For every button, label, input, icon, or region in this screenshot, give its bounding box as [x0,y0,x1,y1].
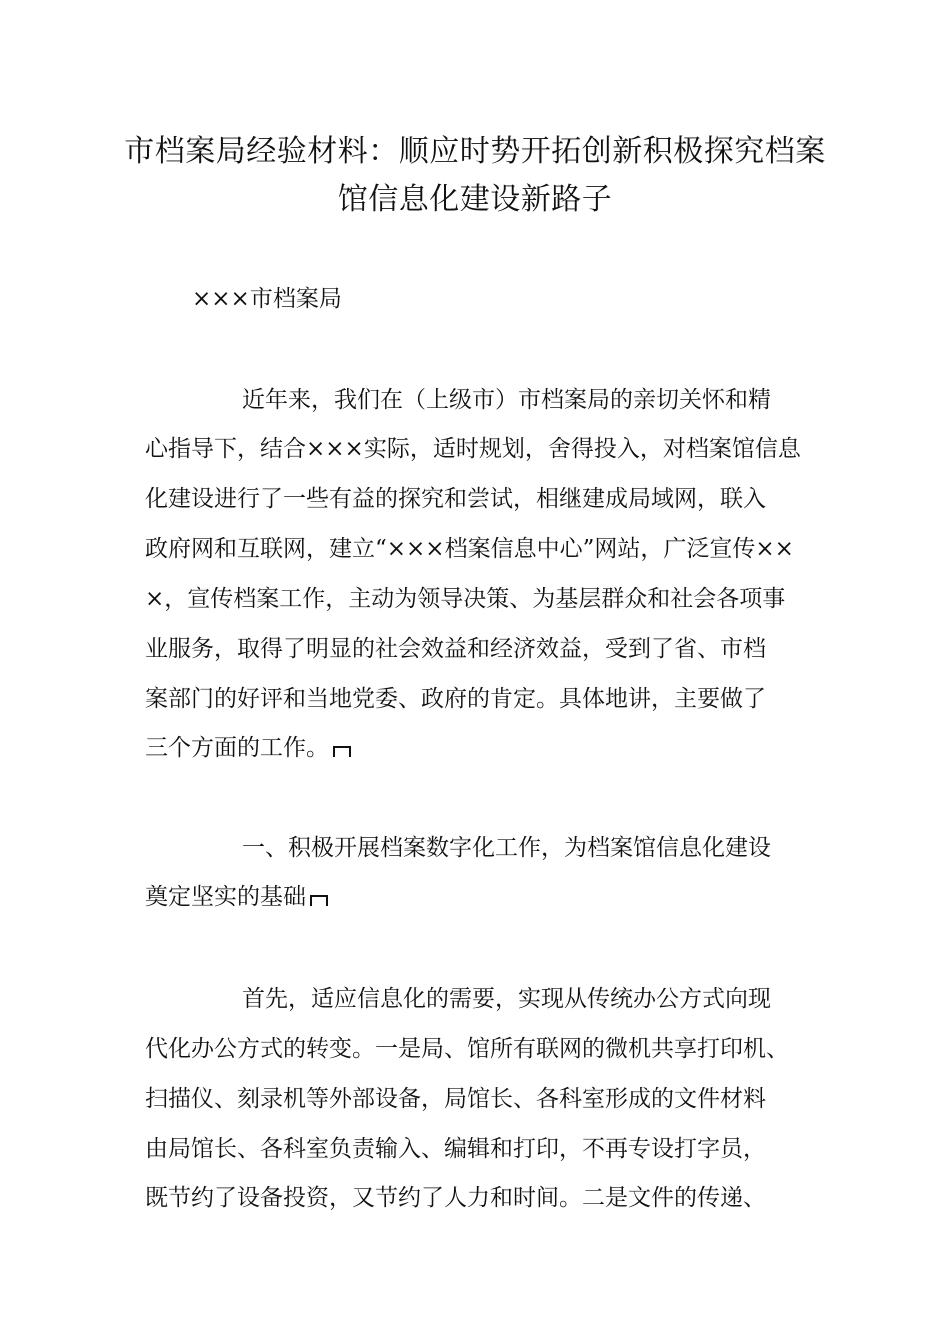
paragraph-3-line-5: 既节约了设备投资，又节约了人力和时间。二是文件的传递、 [145,1185,766,1211]
paragraph-1-line-2: 心指导下，结合×××实际，适时规划，舍得投入，对档案馆信息 [145,436,801,462]
paragraph-1-line-1: 近年来，我们在（上级市）市档案局的亲切关怀和精 [242,387,771,413]
paragraph-1-line-8: 三个方面的工作。 [145,735,329,761]
paragraph-end-mark-icon [310,895,328,906]
paragraph-1-line-3: 化建设进行了一些有益的探究和尝试，相继建成局域网，联入 [145,486,766,512]
paragraph-3-line-3: 扫描仪、刻录机等外部设备，局馆长、各科室形成的文件材料 [145,1086,766,1112]
paragraph-1-line-4: 政府网和互联网，建立“×××档案信息中心”网站，广泛宣传×× [145,536,794,562]
paragraph-1-line-6: 业服务，取得了明显的社会效益和经济效益，受到了省、市档 [145,636,766,662]
paragraph-end-mark-icon [333,746,351,757]
paragraph-3-line-2: 代化办公方式的转变。一是局、馆所有联网的微机共享打印机、 [145,1036,789,1062]
paragraph-1-line-7: 案部门的好评和当地党委、政府的肯定。具体地讲，主要做了 [145,686,766,712]
paragraph-3-line-1: 首先，适应信息化的需要，实现从传统办公方式向现 [242,986,771,1012]
section-heading-line-2-wrapper [145,880,835,914]
section-heading-line-1: 一、积极开展档案数字化工作，为档案馆信息化建设 [242,835,771,861]
document-title-line-1: 市档案局经验材料：顺应时势开拓创新积极探究档案 [124,134,826,169]
section-heading-line-2: 奠定坚实的基础 [145,884,306,910]
paragraph-1-line-8-wrapper [145,731,835,765]
document-title-line-2: 馆信息化建设新路子 [337,182,613,217]
paragraph-3-line-4: 由局馆长、各科室负责输入、编辑和打印，不再专设打字员， [145,1136,766,1162]
paragraph-1-line-5: ×，宣传档案工作，主动为领导决策、为基层群众和社会各项事 [145,586,786,612]
author-line: ×××市档案局 [192,286,342,312]
